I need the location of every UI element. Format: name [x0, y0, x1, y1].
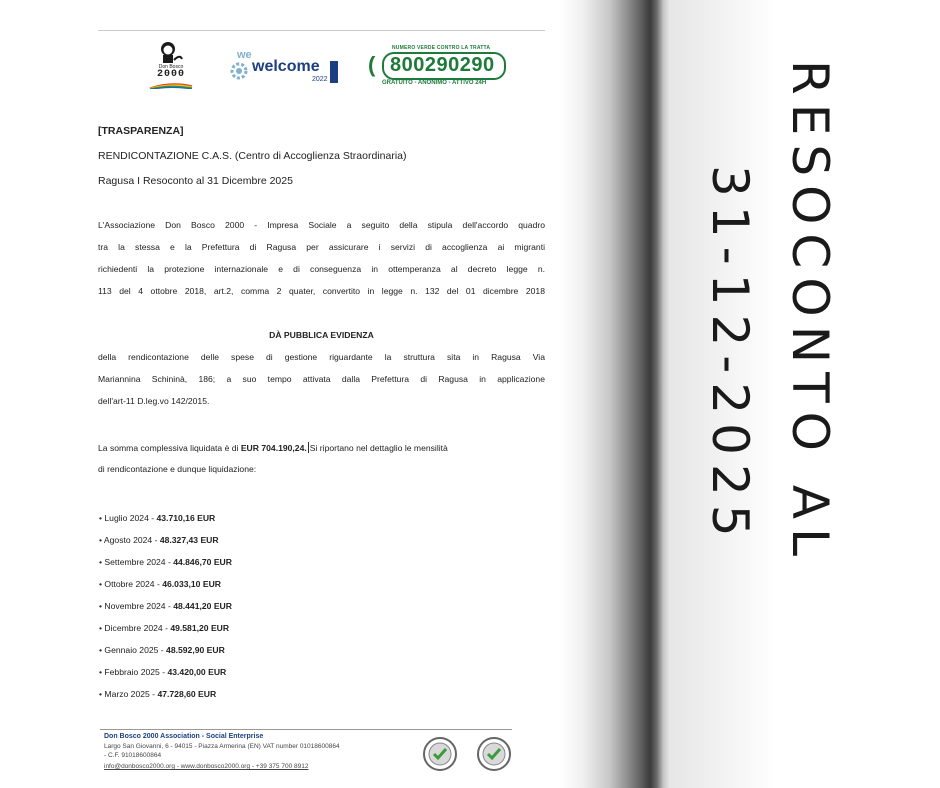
footer-address: Largo San Giovanni, 6 - 94015 - Piazza Armerina (EN) VAT number 01018600864 [104, 743, 340, 750]
list-item-amount: 44.846,70 EUR [173, 557, 232, 567]
list-item-month: Agosto 2024 [103, 535, 153, 545]
list-item: • Novembre 2024 - 48.441,20 EUR [99, 601, 232, 611]
para2-line: della rendicontazione delle spese di gestione riguardante la struttura sita in Ragusa Via [98, 352, 545, 362]
list-item-month: Luglio 2024 [104, 513, 149, 523]
list-item: • Febbraio 2025 - 43.420,00 EUR [99, 667, 227, 677]
certification-seal-icon [422, 736, 458, 772]
list-item-amount: 43.710,16 EUR [156, 513, 216, 523]
para1-line: 113 del 4 ottobre 2018, art.2, comma 2 quater, convertito in legge n. 132 del 01 dicembre 2018 [98, 286, 545, 296]
mascot-icon [157, 40, 185, 64]
footer-org: Don Bosco 2000 Association - Social Enterprise [104, 733, 264, 740]
sum-amount: EUR 704.190,24. [240, 443, 307, 453]
hotline-top-label: NUMERO VERDE CONTRO LA TRATTA [392, 45, 491, 51]
list-item-amount: 48.441,20 EUR [173, 601, 232, 611]
doc-subtitle: RENDICONTAZIONE C.A.S. (Centro di Accoglienza Straordinaria) [98, 150, 407, 162]
list-item-month: Novembre 2024 [104, 601, 166, 611]
welcome-logo [228, 48, 340, 88]
list-item-amount: 48.592,90 EUR [166, 645, 225, 655]
evidence-heading: DÀ PUBBLICA EVIDENZA [269, 330, 374, 340]
list-item: • Gennaio 2025 - 48.592,90 EUR [99, 645, 225, 655]
list-item: • Ottobre 2024 - 46.033,10 EUR [99, 579, 221, 589]
don-bosco-name: Don Bosco [158, 64, 184, 70]
don-bosco-year: 2000 [156, 69, 185, 80]
rainbow-swoosh-icon [148, 81, 194, 89]
footer-contacts[interactable]: info@donbosco2000.org - www.donbosco2000.org - +39 375 700 8912 [104, 763, 309, 770]
list-item: • Luglio 2024 - 43.710,16 EUR [99, 513, 216, 523]
text-cursor [308, 442, 309, 453]
phone-icon: ( [368, 52, 376, 77]
list-item-amount: 47.728,60 EUR [157, 689, 217, 699]
list-item-amount: 46.033,10 EUR [162, 579, 221, 589]
hotline-bottom-label: GRATUITO - ANONIMO - ATTIVO 24H [382, 80, 487, 86]
banner-line-2: 31-12-2025 [701, 165, 759, 546]
footer-cf: - C.F. 91018600864 [104, 752, 162, 759]
list-item: • Agosto 2024 - 48.327,43 EUR [99, 535, 219, 545]
welcome-we: we [237, 49, 252, 61]
footer-divider [100, 729, 512, 730]
para2-line: Mariannina Schininà, 186; a suo tempo attivata dalla Prefettura di Ragusa in applicazione [98, 374, 545, 384]
para1-line: L'Associazione Don Bosco 2000 - Impresa Sociale a seguito della stipula dell'accordo quadro [98, 220, 545, 230]
list-item: • Settembre 2024 - 44.846,70 EUR [99, 557, 232, 567]
hotline-logo [368, 45, 508, 91]
list-item: • Marzo 2025 - 47.728,60 EUR [99, 689, 217, 699]
list-item-month: Marzo 2025 [104, 689, 150, 699]
don-bosco-logo [140, 40, 202, 98]
list-item: • Dicembre 2024 - 49.581,20 EUR [99, 623, 230, 633]
list-item-amount: 43.420,00 EUR [167, 667, 227, 677]
list-item-month: Settembre 2024 [104, 557, 166, 567]
list-item-month: Febbraio 2025 [104, 667, 160, 677]
doc-subtitle-2: Ragusa I Resoconto al 31 Dicembre 2025 [98, 175, 293, 187]
page-fold-shadow [560, 0, 670, 788]
certification-seal-icon [476, 736, 512, 772]
list-item-amount: 48.327,43 EUR [159, 535, 219, 545]
header-divider [98, 30, 545, 31]
hotline-number: 800290290 [390, 54, 495, 76]
para1-line: tra la stessa e la Prefettura di Ragusa per assicurare i servizi di accoglienza ai migranti [98, 242, 545, 252]
section-tag: [TRASPARENZA] [98, 125, 184, 137]
welcome-word: welcome [252, 58, 320, 75]
sum-line-2: di rendicontazione e dunque liquidazione: [98, 464, 257, 474]
gear-icon [228, 60, 250, 82]
welcome-year: 2022 [312, 76, 328, 83]
para2-last-line: dell'art-11 D.leg.vo 142/2015. [98, 396, 210, 406]
sum-line [98, 442, 448, 454]
sum-prefix: La somma complessiva liquidata è di [98, 443, 241, 453]
list-item-month: Dicembre 2024 [104, 623, 163, 633]
list-item-amount: 49.581,20 EUR [170, 623, 230, 633]
list-item-month: Ottobre 2024 [104, 579, 155, 589]
list-item-month: Gennaio 2025 [104, 645, 159, 655]
banner-line-1: RESOCONTO AL [781, 60, 839, 565]
sum-suffix: Si riportano nel dettaglio le mensilità [309, 443, 448, 453]
para1-line: richiedenti la protezione internazionale e di conseguenza in ottemperanza al decreto legge n. [98, 264, 545, 274]
welcome-bar [330, 61, 338, 83]
